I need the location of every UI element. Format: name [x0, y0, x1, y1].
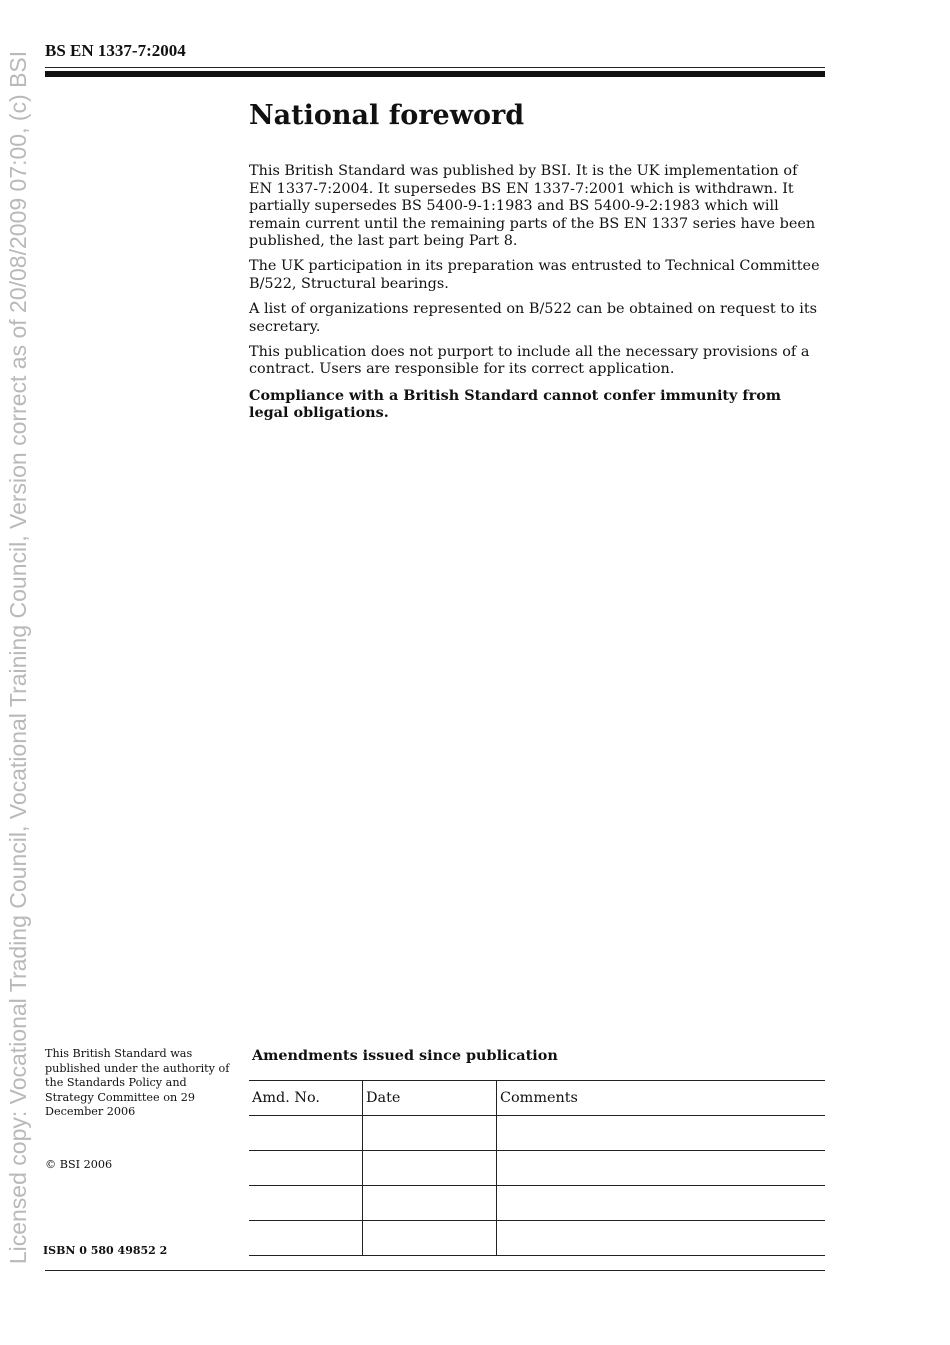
table-header-row	[249, 1081, 825, 1116]
header-thick-rule	[45, 71, 825, 77]
foreword-paragraph: A list of organizations represented on B/522 can be obtained on request to its secretary.	[249, 301, 817, 335]
column-header-date: Date	[363, 1081, 497, 1116]
table-cell	[497, 1116, 826, 1151]
foreword-paragraph: This British Standard was published by BSI. It is the UK implementation of EN 1337-7:2004. It supersedes BS EN 1337-7:2001 which is withdrawn. It partially supersedes BS 5400-9-1:1983 and BS 5400-9-2:1983 which will remain current until the remaining parts of the BS EN 1337 series have been published, the last part being Part 8.	[249, 163, 816, 250]
watermark-text: Licensed copy: Vocational Trading Council, Vocational Training Council, Version correct as of 20/08/2009 07:00, (c) BSI	[5, 50, 31, 1265]
foreword-paragraph: This publication does not purport to include all the necessary provisions of a contract. Users are responsible for its correct application.	[249, 343, 810, 378]
license-watermark	[0, 0, 70, 1345]
amendments-title: Amendments issued since publication	[252, 1047, 558, 1064]
foreword-paragraph: The UK participation in its preparation was entrusted to Technical Committee B/522, Structural bearings.	[249, 258, 820, 293]
publication-note: This British Standard was published under the authority of the Standards Policy and Strategy Committee on 29 December 2006	[45, 1047, 230, 1119]
table-cell	[363, 1186, 497, 1221]
column-header-comments: Comments	[497, 1081, 826, 1116]
table-cell	[249, 1151, 363, 1186]
table-cell	[497, 1151, 826, 1186]
foreword-body	[249, 163, 824, 429]
table-cell	[497, 1221, 826, 1256]
document-id: BS EN 1337-7:2004	[45, 41, 186, 60]
amendments-table	[249, 1080, 825, 1256]
table-cell	[497, 1186, 826, 1221]
table-cell	[249, 1221, 363, 1256]
table-cell	[363, 1151, 497, 1186]
table-row	[249, 1221, 825, 1256]
compliance-statement: Compliance with a British Standard cannot confer immunity from legal obligations.	[249, 386, 782, 422]
isbn: ISBN 0 580 49852 2	[43, 1244, 168, 1257]
copyright-notice: © BSI 2006	[45, 1158, 113, 1171]
table-cell	[249, 1186, 363, 1221]
table-row	[249, 1116, 825, 1151]
table-row	[249, 1186, 825, 1221]
table-cell	[363, 1221, 497, 1256]
footer-rule	[45, 1270, 825, 1271]
page-title: National foreword	[249, 100, 525, 131]
column-header-amd-no: Amd. No.	[249, 1081, 363, 1116]
table-cell	[363, 1116, 497, 1151]
header-thin-rule	[45, 67, 825, 68]
table-cell	[249, 1116, 363, 1151]
table-row	[249, 1151, 825, 1186]
